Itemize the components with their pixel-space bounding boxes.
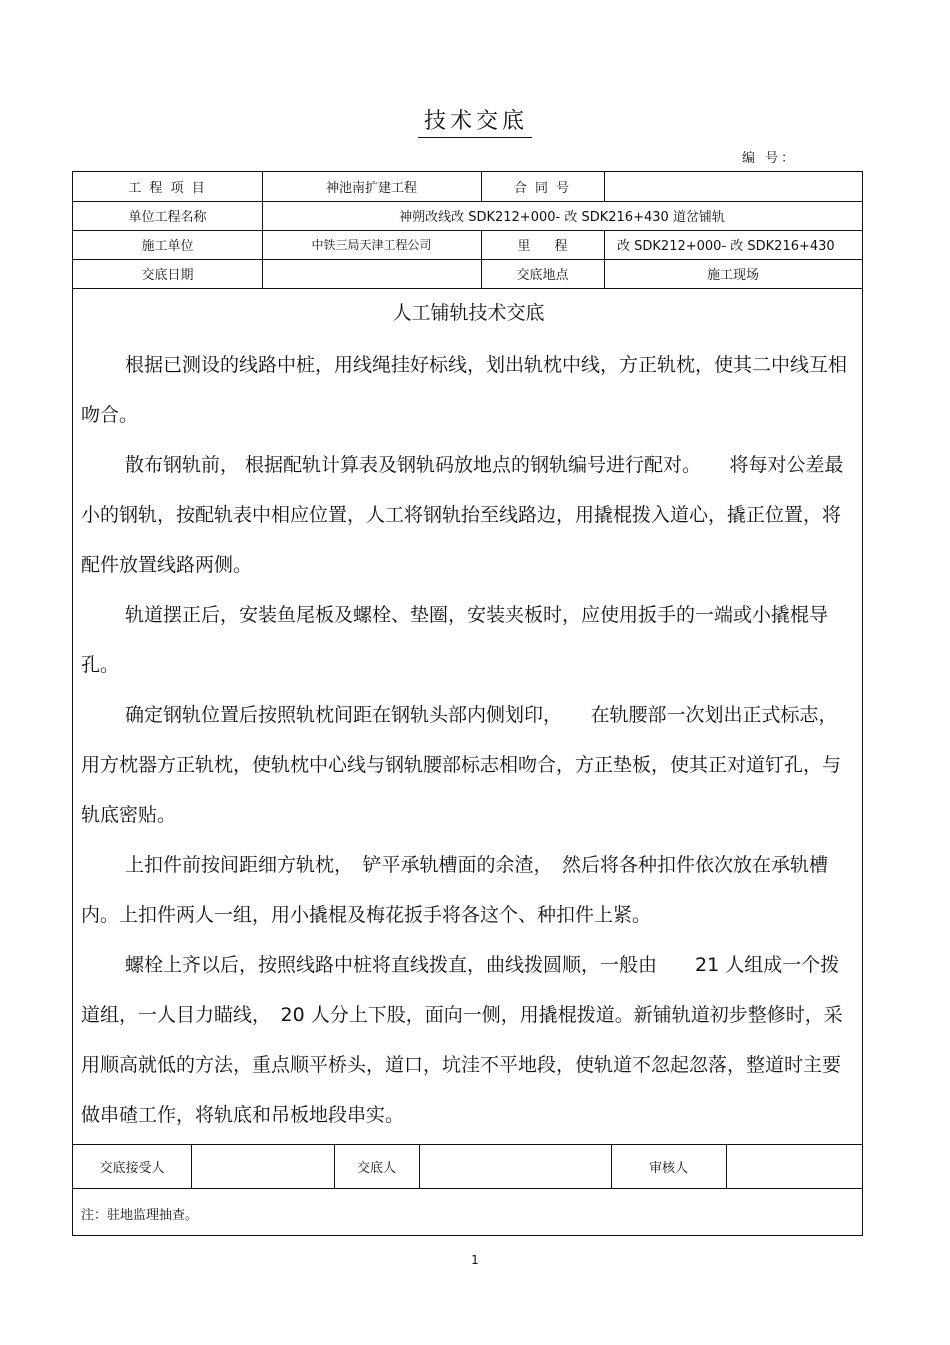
body-paragraph: 轨道摆正后，安装鱼尾板及螺栓、垫圈，安装夹板时，应使用扳手的一端或小撬棍导孔。 bbox=[81, 604, 829, 676]
contractor-label: 施工单位 bbox=[141, 239, 194, 254]
contract-value bbox=[604, 172, 862, 201]
section-title: 人工铺轨技术交底 bbox=[392, 302, 545, 324]
location-label: 交底地点 bbox=[516, 268, 569, 283]
body-paragraph: 确定钢轨位置后按照轨枕间距在钢轨头部内侧划印， 在轨腰部一次划出正式标志，用方枕器方正轨枕，使轨枕中心线与钢轨腰部标志相吻合，方正垫板，使其正对道钉孔，与轨底密贴。 bbox=[81, 704, 842, 826]
giver-label: 交底人 bbox=[356, 1160, 396, 1176]
row-divider bbox=[73, 288, 862, 289]
receiver-signature bbox=[191, 1144, 334, 1188]
body-paragraph: 上扣件前按间距细方轨枕， 铲平承轨槽面的余渣， 然后将各种扣件依次放在承轨槽内。上扣件两人一组，用小撬棍及梅花扳手将各这个、种扣件上紧。 bbox=[81, 854, 829, 926]
contract-label: 合 同 号 bbox=[513, 181, 572, 196]
reviewer-label: 审核人 bbox=[648, 1160, 688, 1176]
body-paragraph: 螺栓上齐以后，按照线路中桩将直线拨直，曲线拨圆顺，一般由 21 人组成一个拨道组，一人目力瞄线， 20 人分上下股，面向一侧，用撬棍拨道。新铺轨道初步整修时，采用顺高就低的方法，重点顺平桥头，道口，坑洼不平地段，使轨道不忽起忽落，整道时主要做串碴工作，将轨底和吊板地段串实。 bbox=[81, 954, 843, 1126]
giver-signature bbox=[419, 1144, 611, 1188]
mileage-value: 改 SDK212+000- 改 SDK216+430 bbox=[617, 239, 835, 254]
row-divider bbox=[73, 1188, 862, 1189]
project-value: 神池南扩建工程 bbox=[325, 181, 417, 196]
reviewer-signature bbox=[726, 1144, 862, 1188]
page-number: 1 bbox=[471, 1253, 479, 1267]
disclosure-body bbox=[81, 340, 856, 1140]
mileage-label: 里 程 bbox=[517, 239, 568, 254]
body-paragraph: 散布钢轨前， 根据配轨计算表及钢轨码放地点的钢轨编号进行配对。 将每对公差最小的钢轨，按配轨表中相应位置，人工将钢轨抬至线路边，用撬棍拨入道心，撬正位置，将配件放置线路两侧。 bbox=[81, 454, 844, 576]
location-value: 施工现场 bbox=[706, 268, 759, 283]
document-title: 技术交底 bbox=[0, 104, 950, 135]
receiver-label: 交底接受人 bbox=[99, 1160, 165, 1176]
supervision-note: 注：驻地监理抽查。 bbox=[81, 1208, 199, 1223]
contractor-value: 中铁三局天津工程公司 bbox=[311, 238, 432, 252]
unit-project-label: 单位工程名称 bbox=[128, 210, 207, 225]
unit-project-value: 神朔改线改 SDK212+000- 改 SDK216+430 道岔铺轨 bbox=[399, 210, 725, 225]
date-label: 交底日期 bbox=[141, 268, 194, 283]
date-value bbox=[262, 259, 481, 288]
document-number-label: 编 号： bbox=[742, 151, 798, 166]
body-paragraph: 根据已测设的线路中桩，用线绳挂好标线，划出轨枕中线，方正轨枕，使其二中线互相吻合。 bbox=[81, 354, 848, 426]
project-label: 工 程 项 目 bbox=[128, 181, 207, 196]
disclosure-form bbox=[72, 171, 863, 1236]
